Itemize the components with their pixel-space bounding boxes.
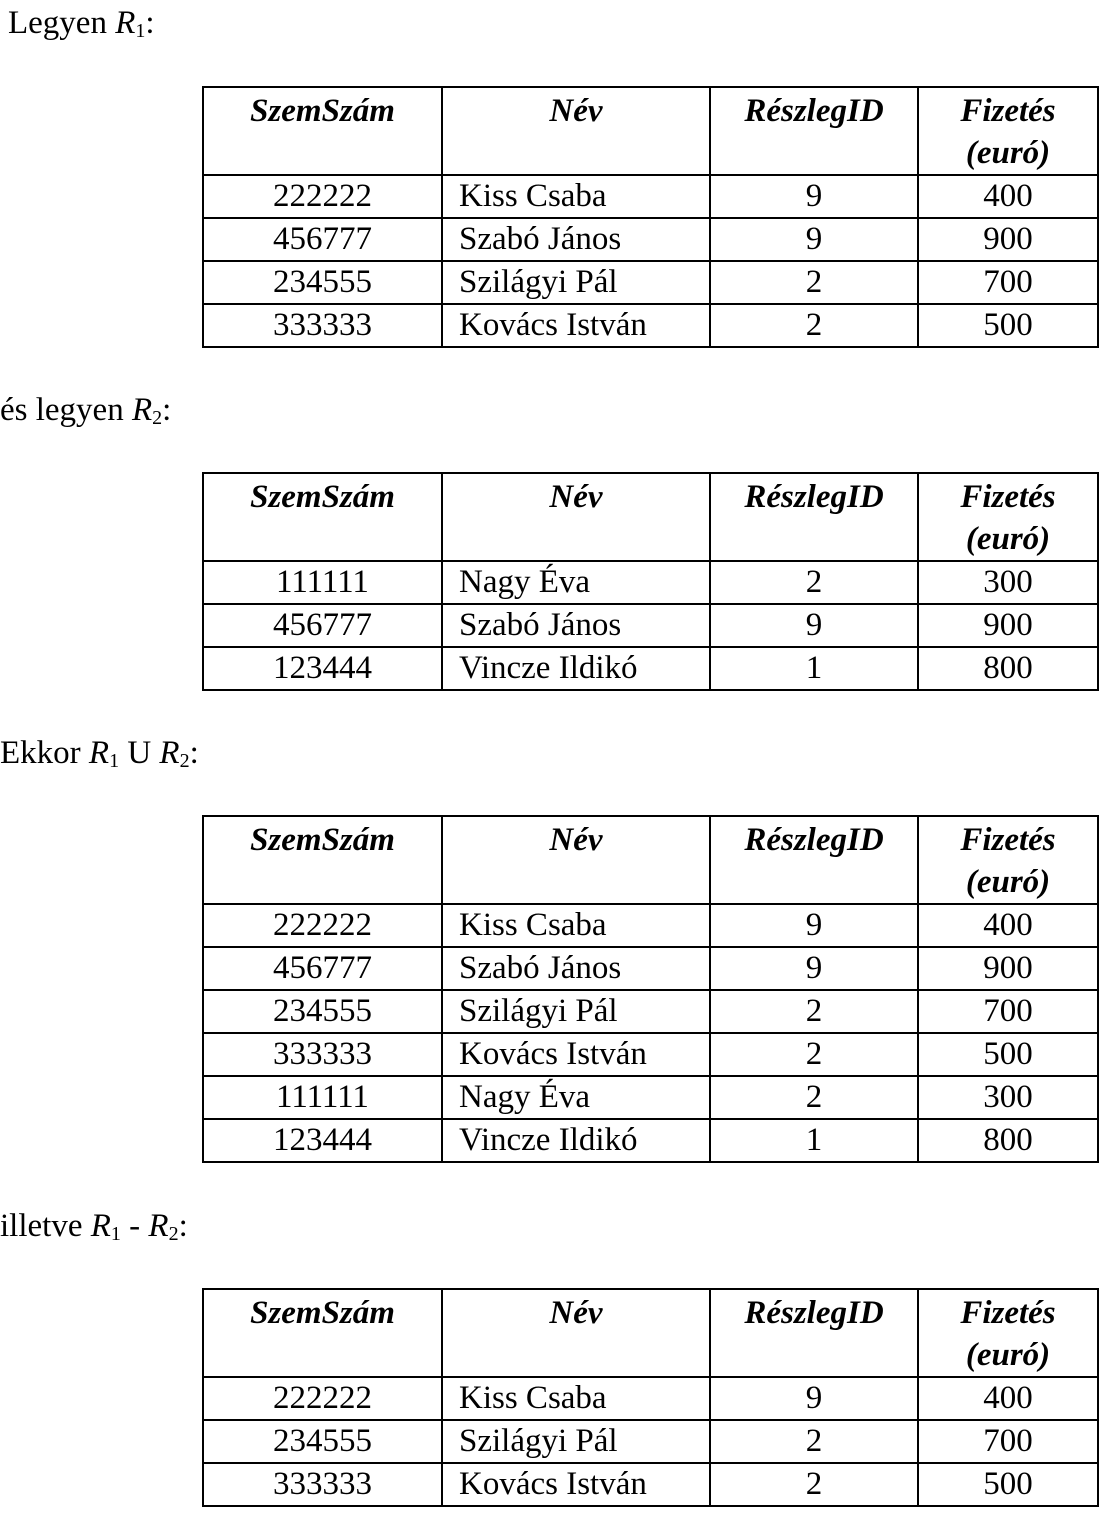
table-row: [203, 604, 1098, 647]
cell-fizetes: 300: [918, 561, 1098, 604]
cell-szemszam: 222222: [203, 1377, 442, 1420]
set-operator: -: [120, 1208, 149, 1244]
column-header-reszlegid: RészlegID: [710, 87, 918, 175]
cell-nev: Kovács István: [442, 1463, 710, 1506]
relation-index: 2: [179, 750, 190, 772]
cell-nev: Kovács István: [442, 1033, 710, 1076]
table-body: [203, 175, 1098, 347]
cell-nev: Nagy Éva: [442, 561, 710, 604]
column-header-nev: Név: [442, 816, 710, 904]
cell-szemszam: 333333: [203, 1033, 442, 1076]
cell-nev: Kovács István: [442, 304, 710, 347]
column-header-fizetes: Fizetés (euró): [918, 87, 1098, 175]
caption-text: Legyen: [8, 5, 116, 41]
cell-reszlegid: 9: [710, 947, 918, 990]
cell-fizetes: 700: [918, 261, 1098, 304]
relation-index: 1: [135, 20, 146, 42]
table-body: [203, 561, 1098, 690]
relation-index: 1: [110, 1223, 121, 1245]
column-header-fizetes: Fizetés (euró): [918, 816, 1098, 904]
relation-table: [202, 472, 1099, 691]
relation-symbol: R: [159, 735, 180, 771]
cell-fizetes: 800: [918, 647, 1098, 690]
relation-symbol: R: [115, 5, 136, 41]
cell-reszlegid: 1: [710, 1119, 918, 1162]
relation-symbol: R: [88, 735, 110, 771]
relation-symbol: R: [148, 1208, 169, 1244]
caption-text: és legyen: [0, 392, 132, 428]
column-header-reszlegid: RészlegID: [710, 816, 918, 904]
cell-reszlegid: 1: [710, 647, 918, 690]
cell-szemszam: 111111: [203, 1076, 442, 1119]
header-row: [203, 816, 1098, 904]
column-header-szemszam: SzemSzám: [203, 1289, 442, 1377]
column-header-nev: Név: [442, 87, 710, 175]
table-row: [203, 561, 1098, 604]
column-header-nev: Név: [442, 473, 710, 561]
table-header: [203, 473, 1098, 561]
relation-symbol: R: [90, 1208, 111, 1244]
cell-szemszam: 222222: [203, 904, 442, 947]
cell-nev: Szabó János: [442, 604, 710, 647]
cell-szemszam: 234555: [203, 1420, 442, 1463]
caption-colon: :: [145, 5, 155, 41]
caption-colon: :: [189, 735, 199, 771]
column-header-fizetes: Fizetés (euró): [918, 473, 1098, 561]
cell-szemszam: 234555: [203, 990, 442, 1033]
section-caption: [0, 1207, 188, 1245]
cell-fizetes: 400: [918, 1377, 1098, 1420]
table-row: [203, 1119, 1098, 1162]
table-header: [203, 87, 1098, 175]
cell-szemszam: 456777: [203, 604, 442, 647]
cell-fizetes: 300: [918, 1076, 1098, 1119]
cell-nev: Vincze Ildikó: [442, 1119, 710, 1162]
cell-fizetes: 400: [918, 904, 1098, 947]
table-row: [203, 1033, 1098, 1076]
table-row: [203, 175, 1098, 218]
cell-szemszam: 234555: [203, 261, 442, 304]
table-row: [203, 990, 1098, 1033]
cell-nev: Szilágyi Pál: [442, 1420, 710, 1463]
column-header-szemszam: SzemSzám: [203, 816, 442, 904]
header-row: [203, 87, 1098, 175]
cell-nev: Kiss Csaba: [442, 904, 710, 947]
cell-nev: Kiss Csaba: [442, 175, 710, 218]
cell-reszlegid: 2: [710, 1463, 918, 1506]
column-header-reszlegid: RészlegID: [710, 473, 918, 561]
caption-text: Ekkor: [0, 735, 89, 771]
table-row: [203, 647, 1098, 690]
cell-nev: Vincze Ildikó: [442, 647, 710, 690]
relation-index: 2: [168, 1223, 179, 1245]
cell-szemszam: 456777: [203, 947, 442, 990]
table-header: [203, 816, 1098, 904]
cell-fizetes: 700: [918, 990, 1098, 1033]
column-header-reszlegid: RészlegID: [710, 1289, 918, 1377]
cell-fizetes: 500: [918, 1463, 1098, 1506]
cell-reszlegid: 9: [710, 604, 918, 647]
cell-szemszam: 123444: [203, 1119, 442, 1162]
column-header-fizetes: Fizetés (euró): [918, 1289, 1098, 1377]
cell-fizetes: 500: [918, 304, 1098, 347]
table-row: [203, 1377, 1098, 1420]
cell-szemszam: 222222: [203, 175, 442, 218]
table-row: [203, 304, 1098, 347]
cell-fizetes: 700: [918, 1420, 1098, 1463]
cell-nev: Szabó János: [442, 947, 710, 990]
cell-szemszam: 111111: [203, 561, 442, 604]
relation-table: [202, 86, 1099, 348]
table-body: [203, 904, 1098, 1162]
table-row: [203, 218, 1098, 261]
cell-reszlegid: 2: [710, 990, 918, 1033]
cell-nev: Nagy Éva: [442, 1076, 710, 1119]
table-header: [203, 1289, 1098, 1377]
section-caption: [0, 734, 199, 772]
cell-fizetes: 900: [918, 218, 1098, 261]
cell-reszlegid: 9: [710, 904, 918, 947]
cell-szemszam: 333333: [203, 304, 442, 347]
cell-reszlegid: 2: [710, 1033, 918, 1076]
table-row: [203, 1076, 1098, 1119]
cell-reszlegid: 2: [710, 304, 918, 347]
table-row: [203, 1420, 1098, 1463]
cell-szemszam: 123444: [203, 647, 442, 690]
cell-reszlegid: 2: [710, 261, 918, 304]
relation-table: [202, 1288, 1099, 1507]
column-header-szemszam: SzemSzám: [203, 473, 442, 561]
relation-symbol: R: [131, 392, 153, 428]
cell-reszlegid: 9: [710, 1377, 918, 1420]
table-body: [203, 1377, 1098, 1506]
table-row: [203, 1463, 1098, 1506]
cell-fizetes: 500: [918, 1033, 1098, 1076]
cell-fizetes: 400: [918, 175, 1098, 218]
cell-reszlegid: 2: [710, 1076, 918, 1119]
caption-colon: :: [162, 392, 172, 428]
cell-nev: Szabó János: [442, 218, 710, 261]
table-row: [203, 947, 1098, 990]
caption-text: illetve: [0, 1208, 91, 1244]
cell-reszlegid: 9: [710, 218, 918, 261]
column-header-nev: Név: [442, 1289, 710, 1377]
cell-nev: Szilágyi Pál: [442, 990, 710, 1033]
section-caption: [0, 391, 171, 429]
cell-szemszam: 333333: [203, 1463, 442, 1506]
cell-fizetes: 800: [918, 1119, 1098, 1162]
cell-nev: Kiss Csaba: [442, 1377, 710, 1420]
cell-reszlegid: 2: [710, 1420, 918, 1463]
relation-index: 2: [152, 407, 163, 429]
caption-colon: :: [178, 1208, 188, 1244]
cell-reszlegid: 2: [710, 561, 918, 604]
table-row: [203, 261, 1098, 304]
header-row: [203, 473, 1098, 561]
cell-nev: Szilágyi Pál: [442, 261, 710, 304]
section-caption: [8, 4, 155, 42]
column-header-szemszam: SzemSzám: [203, 87, 442, 175]
cell-fizetes: 900: [918, 604, 1098, 647]
relation-table: [202, 815, 1099, 1163]
header-row: [203, 1289, 1098, 1377]
cell-reszlegid: 9: [710, 175, 918, 218]
set-operator: U: [119, 735, 160, 771]
cell-szemszam: 456777: [203, 218, 442, 261]
table-row: [203, 904, 1098, 947]
relation-index: 1: [109, 750, 120, 772]
cell-fizetes: 900: [918, 947, 1098, 990]
